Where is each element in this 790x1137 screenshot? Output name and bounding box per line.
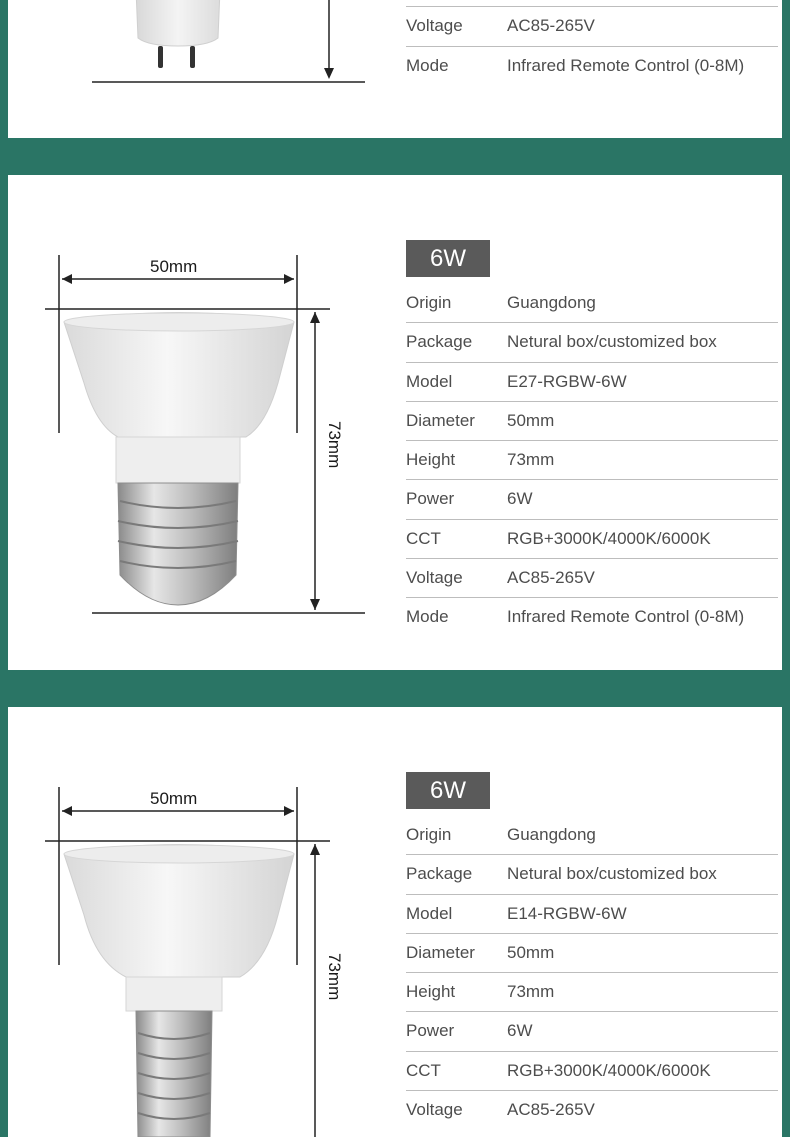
spec-key: Diameter (406, 410, 475, 430)
spec-key: Mode (406, 607, 449, 627)
spec-value: AC85-265V (507, 568, 595, 588)
spec-row-mode (406, 47, 778, 85)
spec-row-model (406, 895, 778, 934)
bulb-figure-e14 (8, 707, 388, 1137)
spec-row-cct (406, 0, 778, 7)
spec-key: Origin (406, 293, 452, 312)
spec-value: Guangdong (507, 825, 596, 844)
spec-value: 50mm (507, 942, 555, 962)
spec-value (507, 0, 711, 5)
spec-value: 6W (507, 1021, 533, 1041)
spec-row-origin (406, 284, 778, 323)
spec-value: 73mm (507, 450, 555, 470)
spec-row-diameter (406, 934, 778, 973)
spec-panel-e14 (8, 707, 782, 1137)
spec-row-mode (406, 598, 778, 636)
width-dimension-label: 50mm (150, 257, 198, 276)
spec-key: CCT (406, 528, 441, 548)
spec-value: Infrared Remote Control (0-8M) (507, 607, 745, 627)
spec-key: Diameter (406, 942, 475, 962)
spec-key: Height (406, 450, 456, 470)
spec-key: Origin (406, 825, 452, 844)
spec-row-height (406, 973, 778, 1012)
spec-row-diameter (406, 402, 778, 441)
spec-key: Package (406, 332, 473, 352)
spec-row-voltage (406, 559, 778, 598)
mr16-bulb-drawing (8, 0, 388, 138)
spec-value: E14-RGBW-6W (507, 903, 627, 923)
width-dimension-label: 50mm (150, 789, 198, 808)
height-dimension-label: 73mm (325, 953, 344, 1001)
spec-value: RGB+3000K/4000K/6000K (507, 1060, 711, 1080)
spec-row-cct (406, 1052, 778, 1091)
spec-value: Guangdong (507, 293, 596, 312)
spec-key: Package (406, 864, 473, 884)
spec-key: Voltage (406, 16, 463, 36)
spec-value: RGB+3000K/4000K/6000K (507, 528, 711, 548)
spec-row-height (406, 441, 778, 480)
spec-key: Power (406, 1021, 455, 1041)
spec-row-power (406, 480, 778, 519)
spec-key: Voltage (406, 568, 463, 588)
bulb-figure-mr16 (8, 0, 388, 138)
spec-value: 50mm (507, 410, 555, 430)
spec-key: Height (406, 982, 456, 1002)
e14-bulb-drawing (8, 707, 388, 1137)
spec-row-model (406, 363, 778, 402)
spec-key (406, 0, 441, 5)
spec-value: Netural box/customized box (507, 864, 717, 884)
spec-key: Power (406, 489, 455, 509)
spec-value: AC85-265V (507, 16, 595, 36)
bulb-figure-e27 (8, 175, 388, 670)
spec-row-package (406, 323, 778, 362)
spec-row-voltage (406, 7, 778, 46)
spec-value: AC85-265V (507, 1100, 595, 1120)
spec-panel-e27 (8, 175, 782, 670)
spec-value: 6W (507, 489, 533, 509)
spec-row-cct (406, 520, 778, 559)
spec-key: Mode (406, 55, 449, 75)
spec-key: Model (406, 371, 453, 391)
spec-row-package (406, 855, 778, 894)
wattage-badge: 6W (406, 240, 490, 277)
spec-row-origin (406, 816, 778, 855)
spec-key: Voltage (406, 1100, 463, 1120)
spec-value: Infrared Remote Control (0-8M) (507, 55, 745, 75)
spec-key: CCT (406, 1060, 441, 1080)
spec-value: Netural box/customized box (507, 332, 717, 352)
spec-value: E27-RGBW-6W (507, 371, 627, 391)
height-dimension-label: 73mm (325, 421, 344, 469)
spec-value: 73mm (507, 982, 555, 1002)
spec-panel-mr16 (8, 0, 782, 138)
spec-row-power (406, 1012, 778, 1051)
wattage-badge: 6W (406, 772, 490, 809)
spec-row-voltage (406, 1091, 778, 1129)
spec-key: Model (406, 903, 453, 923)
